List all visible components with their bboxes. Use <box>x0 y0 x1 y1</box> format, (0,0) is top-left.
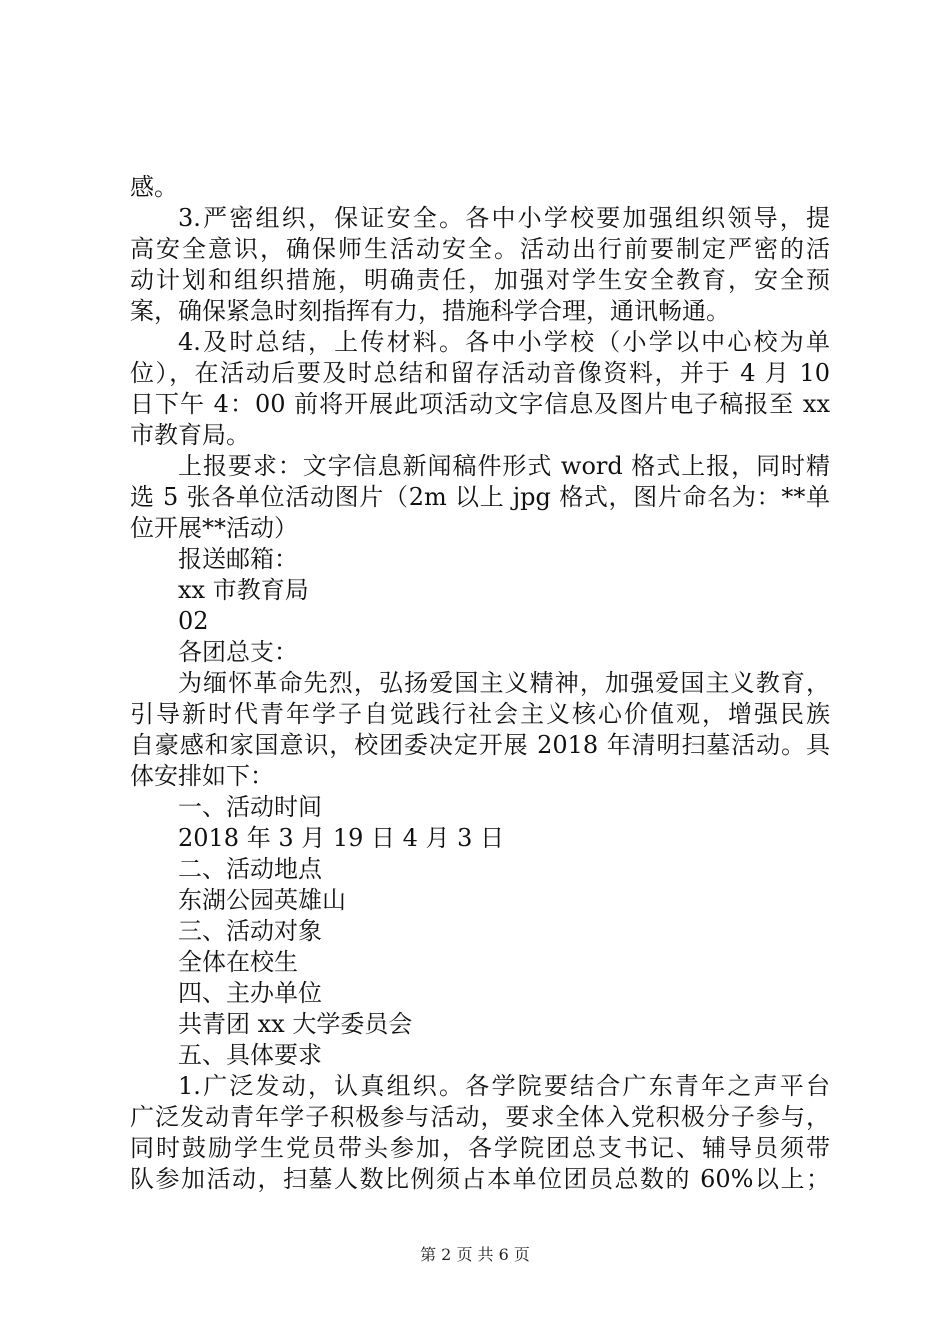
text-line: 3.严密组织，保证安全。各中小学校要加强组织领导，提 <box>178 204 830 232</box>
text-line: 引导新时代青年学子自觉践行社会主义核心价值观，增强民族 <box>130 700 830 728</box>
text-line: 上报要求：文字信息新闻稿件形式 word 格式上报，同时精 <box>178 452 830 480</box>
text-line: 各团总支： <box>178 638 298 666</box>
text-line: 为缅怀革命先烈，弘扬爱国主义精神，加强爱国主义教育， <box>178 669 830 697</box>
text-line: 选 5 张各单位活动图片（2m 以上 jpg 格式，图片命名为：**单 <box>130 483 830 511</box>
text-line: 广泛发动青年学子积极参与活动，要求全体入党积极分子参与， <box>130 1103 830 1131</box>
text-line: 市教育局。 <box>130 421 250 449</box>
text-line: 02 <box>178 607 209 635</box>
text-line: 动计划和组织措施，明确责任，加强对学生安全教育，安全预 <box>130 266 830 294</box>
text-line: 体安排如下： <box>130 762 274 790</box>
text-line: 东湖公园英雄山 <box>178 886 346 914</box>
text-line: 同时鼓励学生党员带头参加，各学院团总支书记、辅导员须带 <box>130 1134 830 1162</box>
text-line: 全体在校生 <box>178 948 298 976</box>
text-line: 位），在活动后要及时总结和留存活动音像资料，并于 4 月 10 <box>130 359 830 387</box>
text-line: 位开展**活动） <box>130 514 298 542</box>
text-line: 自豪感和家国意识，校团委决定开展 2018 年清明扫墓活动。具 <box>130 731 830 759</box>
text-line: 案，确保紧急时刻指挥有力，措施科学合理，通讯畅通。 <box>130 297 730 325</box>
text-line: 二、活动地点 <box>178 855 322 883</box>
text-line: 日下午 4：00 前将开展此项活动文字信息及图片电子稿报至 xx <box>130 390 830 418</box>
text-line: xx 市教育局 <box>178 576 309 604</box>
document-body <box>130 172 830 1195</box>
page-footer: 第 2 页 共 6 页 <box>420 1245 530 1264</box>
text-line: 2018 年 3 月 19 日 4 月 3 日 <box>178 824 505 852</box>
text-line: 队参加活动，扫墓人数比例须占本单位团员总数的 60%以上； <box>130 1165 830 1193</box>
text-line: 高安全意识，确保师生活动安全。活动出行前要制定严密的活 <box>130 235 830 263</box>
text-line: 一、活动时间 <box>178 793 322 821</box>
text-line: 五、具体要求 <box>178 1041 322 1069</box>
text-line: 4.及时总结，上传材料。各中小学校（小学以中心校为单 <box>178 328 830 356</box>
text-line: 三、活动对象 <box>178 917 322 945</box>
text-line: 四、主办单位 <box>178 979 322 1007</box>
text-line: 报送邮箱： <box>178 545 298 573</box>
text-line: 1.广泛发动，认真组织。各学院要结合广东青年之声平台 <box>178 1072 830 1100</box>
text-line: 共青团 xx 大学委员会 <box>178 1010 413 1038</box>
text-line: 感。 <box>130 173 178 201</box>
